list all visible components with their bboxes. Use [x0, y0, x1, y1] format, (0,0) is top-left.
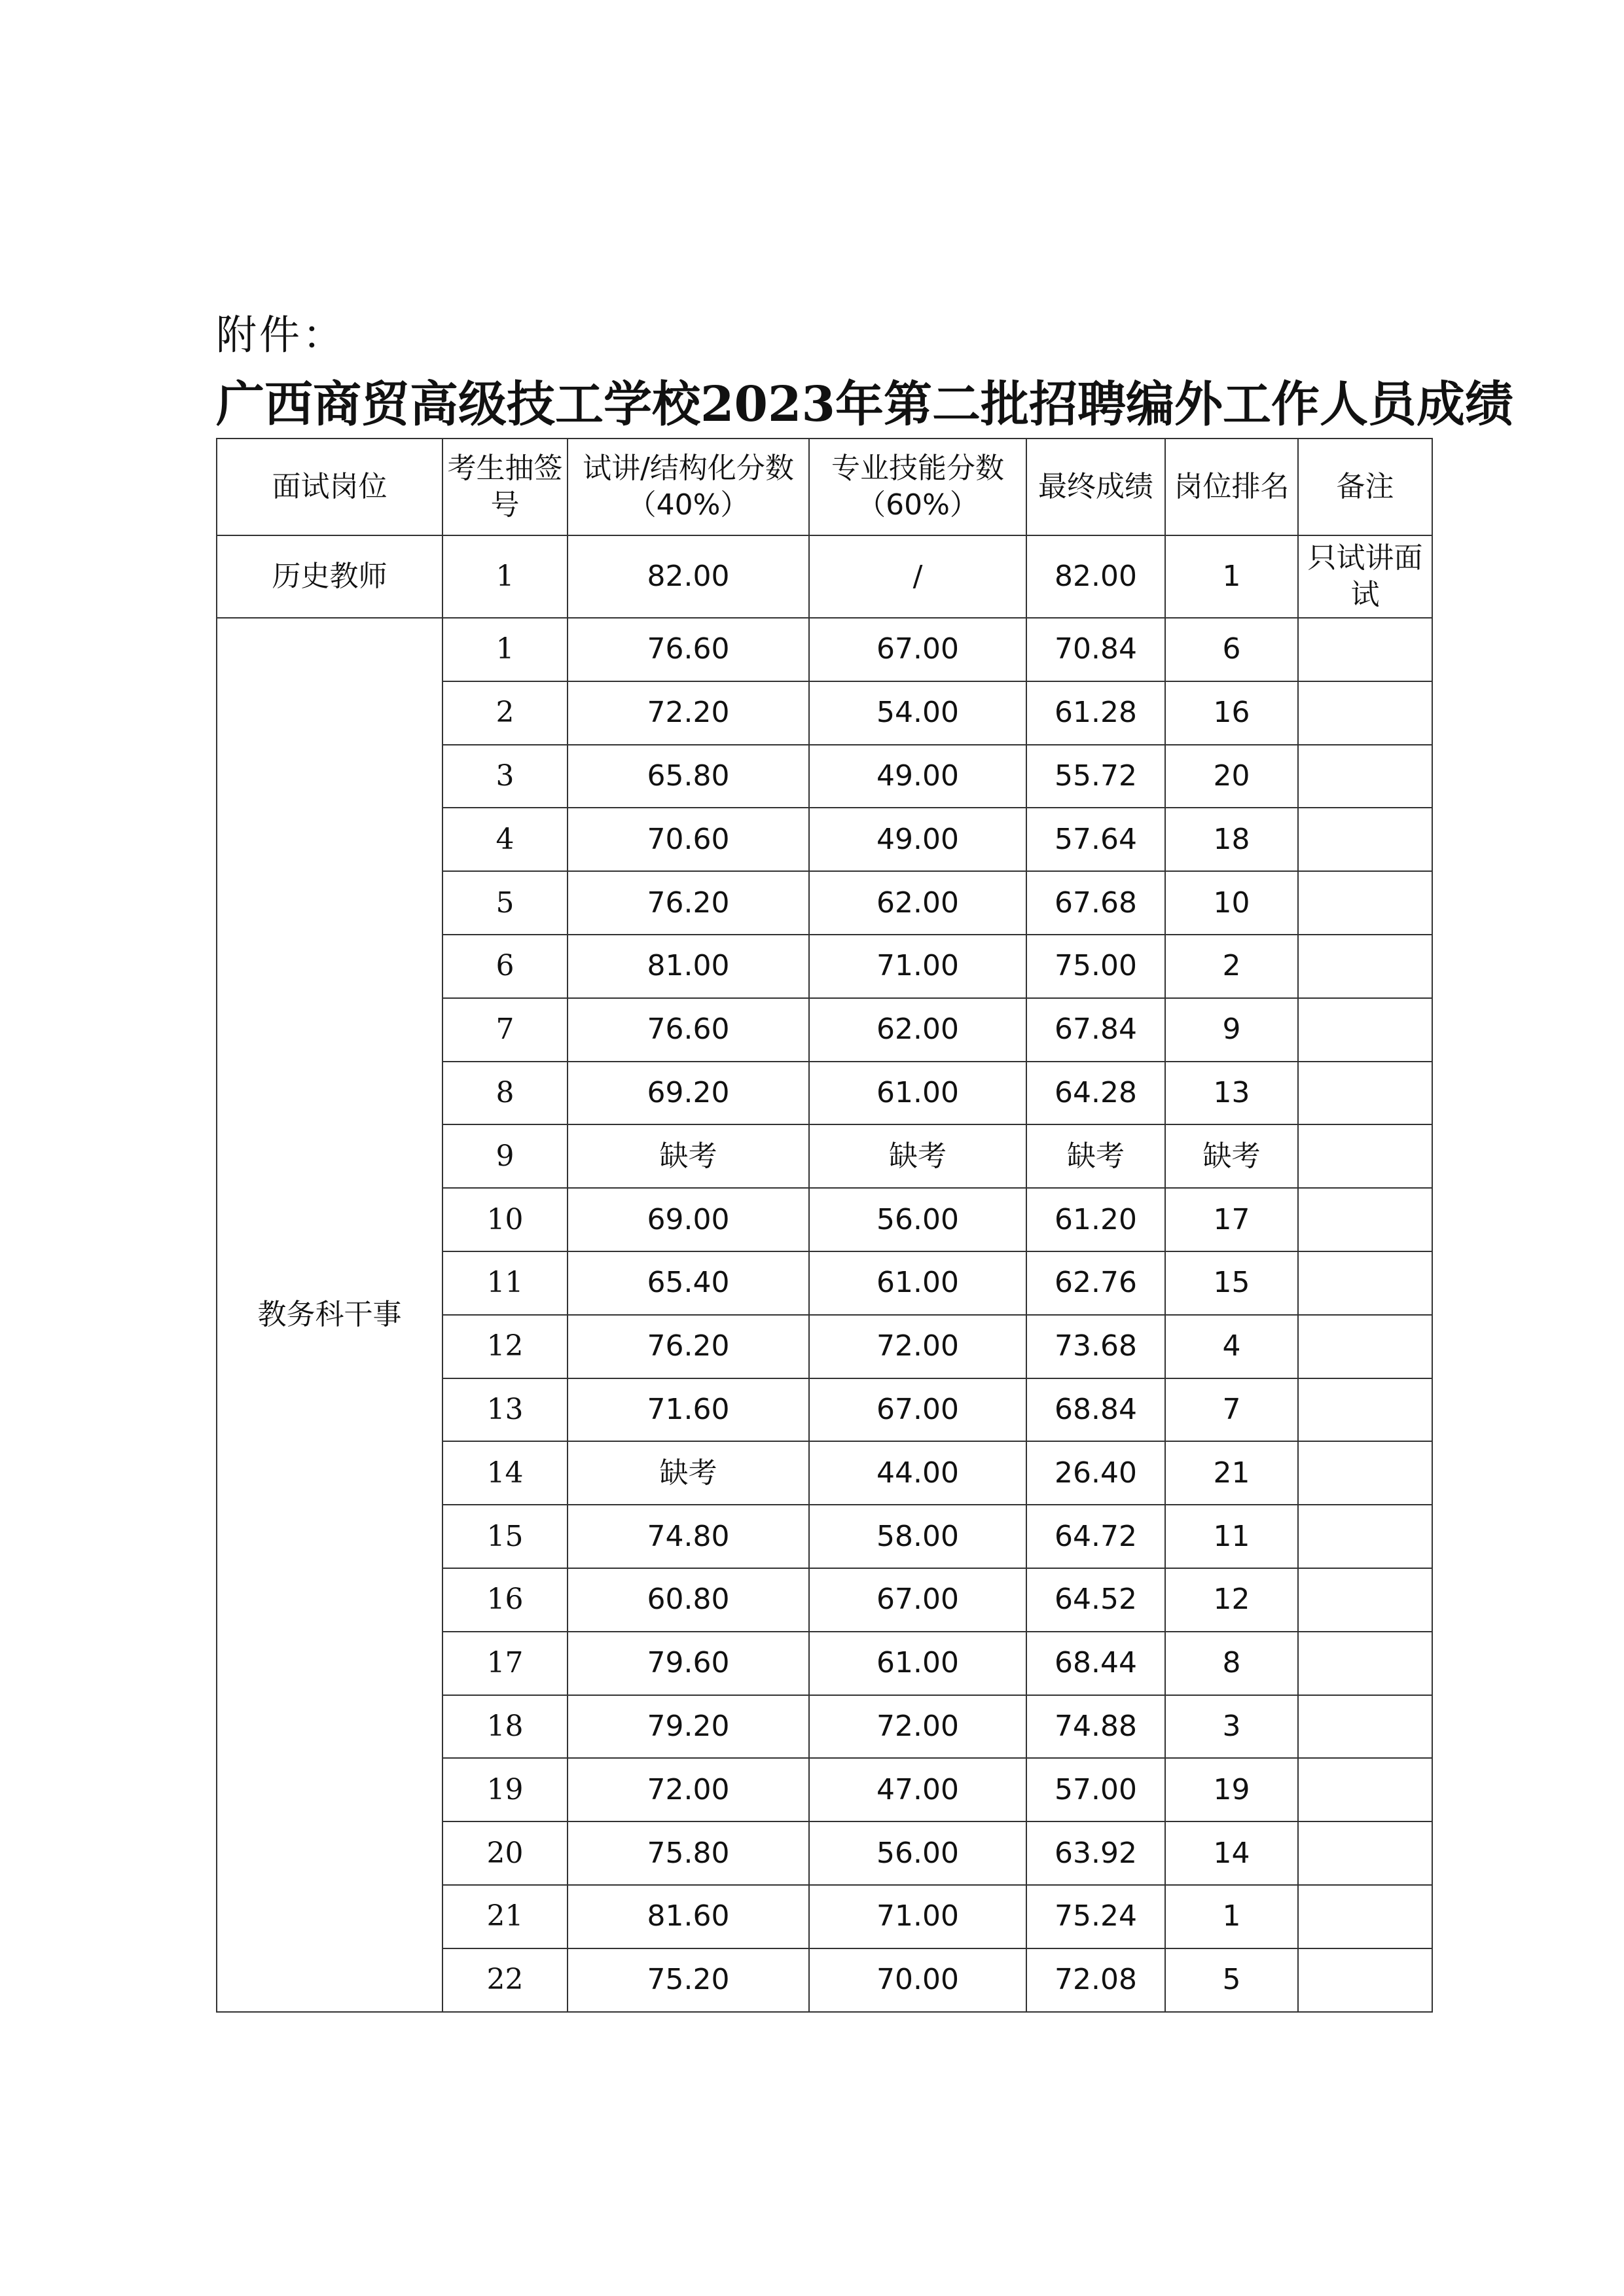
header-rank: 岗位排名 — [1165, 439, 1298, 535]
interview-score-cell: 76.60 — [568, 618, 809, 681]
skill-score-cell: 61.00 — [809, 1632, 1026, 1695]
interview-score-cell: 69.20 — [568, 1062, 809, 1125]
interview-score-cell: 75.20 — [568, 1948, 809, 2012]
interview-score-cell: 81.00 — [568, 935, 809, 998]
draw-number-cell: 15 — [442, 1505, 568, 1568]
skill-score-cell: 71.00 — [809, 935, 1026, 998]
scores-table — [216, 438, 1433, 2013]
rank-cell: 5 — [1165, 1948, 1298, 2012]
final-score-cell: 缺考 — [1026, 1124, 1165, 1188]
final-score-cell: 67.68 — [1026, 871, 1165, 935]
skill-score-cell: 44.00 — [809, 1441, 1026, 1505]
final-score-cell: 61.20 — [1026, 1188, 1165, 1251]
draw-number-cell: 1 — [442, 535, 568, 618]
skill-score-cell: 72.00 — [809, 1695, 1026, 1759]
draw-number-cell: 1 — [442, 618, 568, 681]
final-score-cell: 26.40 — [1026, 1441, 1165, 1505]
skill-score-cell: 67.00 — [809, 1378, 1026, 1442]
final-score-cell: 72.08 — [1026, 1948, 1165, 2012]
interview-score-cell: 82.00 — [568, 535, 809, 618]
note-cell — [1298, 1505, 1432, 1568]
interview-score-cell: 76.60 — [568, 998, 809, 1062]
rank-cell: 15 — [1165, 1251, 1298, 1315]
header-skill-score: 专业技能分数（60%） — [809, 439, 1026, 535]
interview-score-cell: 81.60 — [568, 1885, 809, 1948]
interview-score-cell: 65.40 — [568, 1251, 809, 1315]
note-cell — [1298, 1821, 1432, 1885]
final-score-cell: 73.68 — [1026, 1315, 1165, 1378]
note-cell — [1298, 1315, 1432, 1378]
rank-cell: 10 — [1165, 871, 1298, 935]
skill-score-cell: 47.00 — [809, 1758, 1026, 1821]
skill-score-cell: 49.00 — [809, 745, 1026, 808]
note-cell — [1298, 1948, 1432, 2012]
interview-score-cell: 70.60 — [568, 808, 809, 871]
final-score-cell: 57.64 — [1026, 808, 1165, 871]
note-cell — [1298, 935, 1432, 998]
note-cell — [1298, 1632, 1432, 1695]
rank-cell: 2 — [1165, 935, 1298, 998]
final-score-cell: 64.52 — [1026, 1568, 1165, 1632]
note-cell — [1298, 871, 1432, 935]
draw-number-cell: 14 — [442, 1441, 568, 1505]
rank-cell: 17 — [1165, 1188, 1298, 1251]
rank-cell: 21 — [1165, 1441, 1298, 1505]
skill-score-cell: 67.00 — [809, 1568, 1026, 1632]
skill-score-cell: 62.00 — [809, 871, 1026, 935]
skill-score-cell: / — [809, 535, 1026, 618]
final-score-cell: 61.28 — [1026, 681, 1165, 745]
rank-cell: 8 — [1165, 1632, 1298, 1695]
draw-number-cell: 18 — [442, 1695, 568, 1759]
attachment-label: 附件： — [216, 311, 346, 359]
note-cell — [1298, 681, 1432, 745]
header-position: 面试岗位 — [217, 439, 442, 535]
position-cell: 教务科干事 — [217, 618, 442, 2012]
skill-score-cell: 49.00 — [809, 808, 1026, 871]
final-score-cell: 63.92 — [1026, 1821, 1165, 1885]
draw-number-cell: 6 — [442, 935, 568, 998]
draw-number-cell: 13 — [442, 1378, 568, 1442]
note-cell — [1298, 1441, 1432, 1505]
draw-number-cell: 20 — [442, 1821, 568, 1885]
note-cell — [1298, 1695, 1432, 1759]
skill-score-cell: 67.00 — [809, 618, 1026, 681]
final-score-cell: 82.00 — [1026, 535, 1165, 618]
rank-cell: 6 — [1165, 618, 1298, 681]
rank-cell: 13 — [1165, 1062, 1298, 1125]
note-cell — [1298, 1124, 1432, 1188]
header-draw-number: 考生抽签号 — [442, 439, 568, 535]
draw-number-cell: 19 — [442, 1758, 568, 1821]
header-interview-score: 试讲/结构化分数（40%） — [568, 439, 809, 535]
note-cell — [1298, 745, 1432, 808]
rank-cell: 缺考 — [1165, 1124, 1298, 1188]
draw-number-cell: 22 — [442, 1948, 568, 2012]
skill-score-cell: 56.00 — [809, 1821, 1026, 1885]
final-score-cell: 55.72 — [1026, 745, 1165, 808]
rank-cell: 1 — [1165, 535, 1298, 618]
table-header-row — [217, 439, 1432, 535]
table-row — [217, 535, 1432, 618]
rank-cell: 11 — [1165, 1505, 1298, 1568]
note-cell — [1298, 808, 1432, 871]
draw-number-cell: 11 — [442, 1251, 568, 1315]
rank-cell: 4 — [1165, 1315, 1298, 1378]
rank-cell: 14 — [1165, 1821, 1298, 1885]
draw-number-cell: 12 — [442, 1315, 568, 1378]
skill-score-cell: 54.00 — [809, 681, 1026, 745]
interview-score-cell: 74.80 — [568, 1505, 809, 1568]
skill-score-cell: 71.00 — [809, 1885, 1026, 1948]
draw-number-cell: 3 — [442, 745, 568, 808]
interview-score-cell: 72.00 — [568, 1758, 809, 1821]
rank-cell: 7 — [1165, 1378, 1298, 1442]
interview-score-cell: 69.00 — [568, 1188, 809, 1251]
note-cell — [1298, 1568, 1432, 1632]
interview-score-cell: 60.80 — [568, 1568, 809, 1632]
interview-score-cell: 79.20 — [568, 1695, 809, 1759]
skill-score-cell: 70.00 — [809, 1948, 1026, 2012]
note-cell — [1298, 1885, 1432, 1948]
rank-cell: 12 — [1165, 1568, 1298, 1632]
document-title: 广西商贸高级技工学校2023年第二批招聘编外工作人员成绩 — [216, 376, 1513, 433]
draw-number-cell: 2 — [442, 681, 568, 745]
position-cell: 历史教师 — [217, 535, 442, 618]
rank-cell: 19 — [1165, 1758, 1298, 1821]
table-row — [217, 618, 1432, 681]
skill-score-cell: 61.00 — [809, 1251, 1026, 1315]
final-score-cell: 64.72 — [1026, 1505, 1165, 1568]
note-cell — [1298, 1251, 1432, 1315]
note-cell — [1298, 1378, 1432, 1442]
final-score-cell: 75.24 — [1026, 1885, 1165, 1948]
draw-number-cell: 7 — [442, 998, 568, 1062]
draw-number-cell: 5 — [442, 871, 568, 935]
note-cell: 只试讲面试 — [1298, 535, 1432, 618]
draw-number-cell: 9 — [442, 1124, 568, 1188]
skill-score-cell: 72.00 — [809, 1315, 1026, 1378]
draw-number-cell: 16 — [442, 1568, 568, 1632]
skill-score-cell: 62.00 — [809, 998, 1026, 1062]
final-score-cell: 57.00 — [1026, 1758, 1165, 1821]
interview-score-cell: 缺考 — [568, 1441, 809, 1505]
note-cell — [1298, 618, 1432, 681]
header-note: 备注 — [1298, 439, 1432, 535]
draw-number-cell: 17 — [442, 1632, 568, 1695]
final-score-cell: 75.00 — [1026, 935, 1165, 998]
final-score-cell: 64.28 — [1026, 1062, 1165, 1125]
interview-score-cell: 76.20 — [568, 871, 809, 935]
interview-score-cell: 79.60 — [568, 1632, 809, 1695]
rank-cell: 18 — [1165, 808, 1298, 871]
note-cell — [1298, 1188, 1432, 1251]
draw-number-cell: 21 — [442, 1885, 568, 1948]
interview-score-cell: 76.20 — [568, 1315, 809, 1378]
note-cell — [1298, 998, 1432, 1062]
draw-number-cell: 4 — [442, 808, 568, 871]
draw-number-cell: 10 — [442, 1188, 568, 1251]
header-final-score: 最终成绩 — [1026, 439, 1165, 535]
interview-score-cell: 71.60 — [568, 1378, 809, 1442]
rank-cell: 9 — [1165, 998, 1298, 1062]
draw-number-cell: 8 — [442, 1062, 568, 1125]
skill-score-cell: 缺考 — [809, 1124, 1026, 1188]
final-score-cell: 74.88 — [1026, 1695, 1165, 1759]
final-score-cell: 62.76 — [1026, 1251, 1165, 1315]
interview-score-cell: 缺考 — [568, 1124, 809, 1188]
final-score-cell: 68.84 — [1026, 1378, 1165, 1442]
interview-score-cell: 72.20 — [568, 681, 809, 745]
interview-score-cell: 75.80 — [568, 1821, 809, 1885]
final-score-cell: 67.84 — [1026, 998, 1165, 1062]
note-cell — [1298, 1758, 1432, 1821]
final-score-cell: 68.44 — [1026, 1632, 1165, 1695]
rank-cell: 3 — [1165, 1695, 1298, 1759]
rank-cell: 16 — [1165, 681, 1298, 745]
rank-cell: 20 — [1165, 745, 1298, 808]
interview-score-cell: 65.80 — [568, 745, 809, 808]
skill-score-cell: 58.00 — [809, 1505, 1026, 1568]
final-score-cell: 70.84 — [1026, 618, 1165, 681]
skill-score-cell: 61.00 — [809, 1062, 1026, 1125]
skill-score-cell: 56.00 — [809, 1188, 1026, 1251]
rank-cell: 1 — [1165, 1885, 1298, 1948]
note-cell — [1298, 1062, 1432, 1125]
